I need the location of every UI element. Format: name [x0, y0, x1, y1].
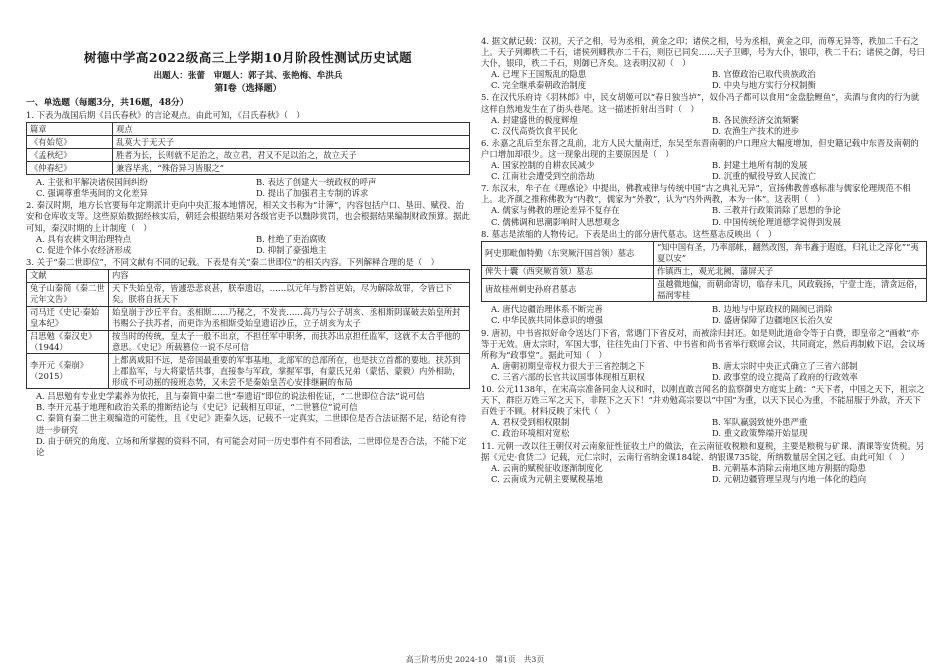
option-a: A. 儒家与佛教的理论差异不复存在	[491, 205, 620, 216]
question-1	[26, 110, 470, 199]
table-cell: 观点	[113, 123, 470, 136]
question-stem: 7. 东汉末，牟子在《理惑论》中提出，佛教戒律与传统中国“古之典礼无异”，宣扬佛教普惑标准与儒家伦理规范不相上。北齐颜之推称佛教为“内教”，儒家为“外教”，认为“内外两教，本为一体”。这表明（ ）	[481, 183, 911, 205]
option-d: D. 重文政策弊端开始显现	[712, 428, 808, 439]
option-a: A. 国家控制的自耕农民减少	[491, 160, 595, 171]
table-cell: 《有始览》	[27, 136, 113, 149]
table-row	[27, 330, 470, 354]
option-c: C. 强调尊重华夷间的文化差异	[36, 188, 148, 199]
option-c: C. 秦简有秦二世主观编造的可能性，且《史记》距秦久远，记载不一定真实，二世即位是否合法证据不足，结论有待进一步研究	[36, 413, 467, 435]
option-d: D. 盛唐保障了边疆地区长治久安	[712, 315, 833, 326]
option-a: A. 封建盛世的极度辉煌	[491, 114, 578, 125]
table-cell: 上都离咸阳不远，是帝国最重要的军事基地，北部军的总部所在，也是扶立首都的要地。扶苏到上郡监军，与大将蒙恬共事，直接参与军政，掌握军事，有蒙氏兄弟（蒙恬、蒙毅）内外相助，形成不可动摇的接班态势，又未尝不是秦始皇苦心安排继嗣的布局	[109, 354, 470, 389]
question-8-table	[481, 241, 927, 303]
option-a: A. 云南的赋税征收逐渐制度化	[491, 462, 603, 473]
question-stem: 11. 元朝一改以往王朝仅对云南象征性征收土户的做法，在云南征收税粮和夏税，主要是粮税与矿课、酒课等安货税。另据《元史·食货二》记载，元仁宗时，云南行省纳金课184锭、纳银课735锭，所纳数量居全国之冠。由此可知（ ）	[481, 440, 925, 462]
table-cell: 兔子山秦简《秦二世元年文告》	[27, 282, 109, 306]
answer-options	[481, 361, 927, 383]
question-stem: 4. 据文献记载：汉初，天子之相，号为丞相，黄金之印；诸侯之相，号为丞相，黄金之印，而尊无异等，秩加二千石之上。天子列卿秩二千石，诸侯列卿秩亦二千石，则臣已同矣……天子卫卿，号为大仆，银印，秩二千石；诸侯之御，号曰大仆，银印，秩二千石，则御已齐矣。这表明汉初（ ）	[481, 36, 925, 69]
answer-options	[26, 391, 470, 458]
table-cell: 始皇崩于沙丘平台。丞相斯……乃秘之，不发丧……高乃与公子胡亥、丞相斯阴谋破去始皇所封书赐公子扶苏者，而更诈为丞相斯受始皇遗诏沙丘，立子胡亥为太子	[109, 306, 470, 330]
table-cell: 阿史那毗伽特勤（东突厥汗国首领）墓志	[482, 241, 654, 265]
table-row	[27, 269, 470, 282]
answer-options	[481, 417, 927, 439]
table-cell: 俾失十囊（西突厥首领）墓志	[482, 265, 654, 278]
question-stem: 9. 唐初，中书省拟好命令送达门下省，常遇门下省反对，而被涂归封还。如是则此道命令等于白费，即皇帝之“画敕”亦等于无效。唐太宗时，军国大事，往往先由门下省、中书省和尚书省举行联席会议，共同商定，然后再制敕下诏，会议场所称为“政事堂”。据此可知（ ）	[481, 327, 925, 360]
question-5	[481, 92, 927, 136]
option-c: C. 中华民族共同体意识的增强	[491, 315, 603, 326]
option-b: B. 李开元基于地理和政治关系的推断结论与《史记》记载相互印证，“二世篡位”说可信	[36, 402, 358, 413]
option-a: A. 唐朝初期皇帝权力很大于三省控制之下	[491, 360, 645, 371]
question-10	[481, 384, 927, 439]
section-heading: 一、单选题（每题3分，共16题，48分）	[26, 97, 189, 108]
table-cell: 篇章	[27, 123, 113, 136]
option-d: D. 提出了加强君主专制的诉求	[256, 188, 369, 199]
table-row	[27, 123, 470, 136]
question-1-table	[26, 122, 470, 175]
table-cell: 按当时的传统，皇太子一般不出京，不担任军中职务，而扶苏出京担任监军，这就不太合乎他的意思。《史记》所载篡位一说不尽可信	[109, 330, 470, 354]
table-cell: 乱莫大于无天子	[113, 136, 470, 149]
table-cell: 《仲春纪》	[27, 162, 113, 175]
option-d: D. 沉重的赋役导致人民流亡	[712, 171, 816, 182]
question-stem: 3. 关于“秦二世即位”，不同文献有不同的记载。下表是有关“秦二世即位”的相关内容。下列解释合理的是（ ）	[26, 256, 440, 267]
option-a: A. 具有农耕文明治理特点	[36, 233, 132, 244]
option-c: C. 儒佛调和思潮影响时人思想观念	[491, 216, 620, 227]
table-row	[27, 354, 470, 389]
table-cell: 吕思勉《秦汉史》（1944）	[27, 330, 109, 354]
option-c: C. 云南成为元朝主要赋税基地	[491, 473, 603, 484]
option-c: C. 汉代高赀饮食平民化	[491, 125, 578, 136]
question-stem: 6. 永嘉之乱后至东晋之乱前，北方人民大量南迁，东吴至东晋南朝的户口理应大幅度增加，但史籍记载中东晋及南朝的户口增加却很少。这一现象出现的主要原因是（ ）	[481, 137, 919, 159]
option-c: C. 三省六部的长官共议国事体现相互职权	[491, 371, 645, 382]
question-6	[481, 138, 927, 182]
question-7	[481, 183, 927, 227]
table-row	[27, 149, 470, 162]
question-stem: 8. 墓志是浓缩的人物传记。下表是出土的部分唐代墓志。这些墓志反映出（ ）	[481, 228, 777, 239]
option-d: D. 农渔生产技术的进步	[712, 125, 800, 136]
question-2	[26, 200, 470, 255]
table-cell: 司马迁《史记·秦始皇本纪》	[27, 306, 109, 330]
option-b: B. 军队赢弱致使外患严重	[712, 417, 808, 428]
table-cell: 《孟秋纪》	[27, 149, 113, 162]
option-c: C. 江南社会遭受到空前浩劫	[491, 171, 595, 182]
table-cell: 作镇西土，观光北阙，藩屏天子	[654, 265, 927, 278]
option-b: B. 边地与中原政权的隔阂已消除	[712, 304, 833, 315]
answer-options	[481, 69, 927, 91]
left-column	[26, 36, 470, 459]
option-d: D. 抑制了豪强地主	[256, 244, 327, 255]
answer-options	[26, 234, 470, 256]
answer-options	[481, 304, 927, 326]
authors-line: 出题人：张蕾 审题人：郭子其、张艳梅、牟洪兵	[153, 70, 343, 81]
answer-options	[481, 205, 927, 227]
table-row	[27, 282, 470, 306]
question-3	[26, 257, 470, 458]
table-cell: 内容	[109, 269, 470, 282]
table-cell: 文献	[27, 269, 109, 282]
option-c: C. 政治环境相对宽松	[491, 428, 570, 439]
option-b: B. 三教并行政策消除了思想的争论	[712, 205, 841, 216]
table-row	[482, 265, 927, 278]
option-a: A. 主张和平解决诸侯国间纠纷	[36, 177, 148, 188]
question-4	[481, 36, 927, 91]
table-cell: “知中国有圣，乃率部帐，翻然改图，奔韦鑫于遐庭，归礼让之淳化”“夷夏以安”	[654, 241, 927, 265]
table-row	[482, 278, 927, 302]
option-c: C. 促进个体小农经济形成	[36, 244, 132, 255]
volume-heading: 第Ⅰ卷（选择题）	[214, 83, 282, 94]
option-d: D. 中央与地方实行分权制衡	[712, 80, 816, 91]
answer-options	[481, 463, 927, 485]
question-stem: 2. 秦汉时期，地方长官要每年定期派计吏向中央汇报本地情况，相关文书称为“计簿”，内容包括户口、垦田、赋役、治安和仓库收支等。这些原始数据经核实后，朝廷会根据结果对各级官吏予以黜陟赏罚，也会根据结果编制财政预算。据此可知，秦汉时期的上计制度（ ）	[26, 200, 470, 233]
table-cell: 唐故桂州刺史孙府君墓志	[482, 278, 654, 302]
table-cell: 天下失始皇帝，皆遽恐悲哀甚，朕奉遗诏，……以元年与黔首更始，尽为解除故罪，令皆已下矣。朕将自抚天下	[109, 282, 470, 306]
option-a: A. 已埋下王国叛乱的隐患	[491, 69, 587, 80]
option-b: B. 杜绝了吏治腐败	[256, 233, 327, 244]
option-b: B. 唐太宗时中央正式确立了三省六部制	[712, 360, 858, 371]
option-b: B. 各民族经济交流频繁	[712, 114, 799, 125]
option-d: D. 由于研究的角度、立场和所掌握的资料不同，有可能会对同一历史事件有不同看法，二世即位是否合法，不能下定论	[36, 435, 467, 457]
question-stem: 1. 下表为战国后期《吕氏春秋》的言论观点。由此可知，《吕氏春秋》（ ）	[26, 110, 305, 121]
option-a: A. 吕思勉有专业史学素养为依托，且与秦简中秦二世“奉遗诏”即位的说法相佐证，“二世即位合法”说可信	[36, 391, 425, 402]
table-cell: 李开元《秦崩》（2015）	[27, 354, 109, 389]
option-d: D. 中国传统伦理道德学说得到发展	[712, 216, 841, 227]
option-d: D. 政事堂的设立提高了政府的行政效率	[712, 371, 858, 382]
option-a: A. 唐代边疆治理体系不断完善	[491, 304, 603, 315]
option-b: B. 元朝基本消除云南地区地方割据的隐患	[712, 462, 866, 473]
table-cell: 虽越微地偏，而朝命寄切，临存未几，风政载扬，宁壹士连，清贪远俗，福润零桂	[654, 278, 927, 302]
answer-options	[26, 177, 470, 199]
table-row	[27, 136, 470, 149]
answer-options	[481, 115, 927, 137]
question-11	[481, 441, 927, 485]
option-b: B. 表达了创建大一统政权的呼声	[256, 177, 377, 188]
table-cell: 兼容毕兆，“殊俗异习皆服之”	[113, 162, 470, 175]
answer-options	[481, 160, 927, 182]
right-column	[481, 36, 927, 486]
option-d: D. 元朝边疆管理呈现与内地一体化的趋向	[712, 473, 867, 484]
option-a: A. 君权受到相权限制	[491, 417, 570, 428]
option-b: B. 封建土地所有制的发展	[712, 160, 808, 171]
option-b: B. 官僚政治已取代贵族政治	[712, 69, 816, 80]
question-stem: 10. 公元1138年，在宋高宗准备同金人议和时，以刚直敢言闻名的监察御史方庭实上疏：“天下者，中国之天下，祖宗之天下，群臣万姓三军之天下，非陛下之天下！”并劝勉高宗要以“中国”为重，以天下民心为重，不能屈服于外敌，齐天下百姓于不顾。材料反映了宋代（ ）	[481, 384, 925, 417]
page-footer: 高三阶考历史 2024-10 第1页 共3页	[405, 654, 545, 664]
question-9	[481, 328, 927, 383]
table-cell: 胜者为长，长则就不足治之，故立君，君又不足以治之，故立天子	[113, 149, 470, 162]
table-row	[482, 241, 927, 265]
question-stem: 5. 在汉代乐府诗《羽林郎》中，民女胡姬可以“春日独当垆”，奴仆冯子都可以食用“金盘脍鲤鱼”，卖酒与食肉的行为就这样自然地发生在了街头巷尾。这一描述折射出当时（ ）	[481, 92, 920, 114]
question-3-table	[26, 269, 470, 389]
exam-title: 树德中学高2022级高三上学期10月阶段性测试历史试题	[83, 50, 413, 65]
table-row	[27, 162, 470, 175]
table-row	[27, 306, 470, 330]
option-c: C. 完全继承秦朝政治制度	[491, 80, 587, 91]
question-8	[481, 229, 927, 327]
